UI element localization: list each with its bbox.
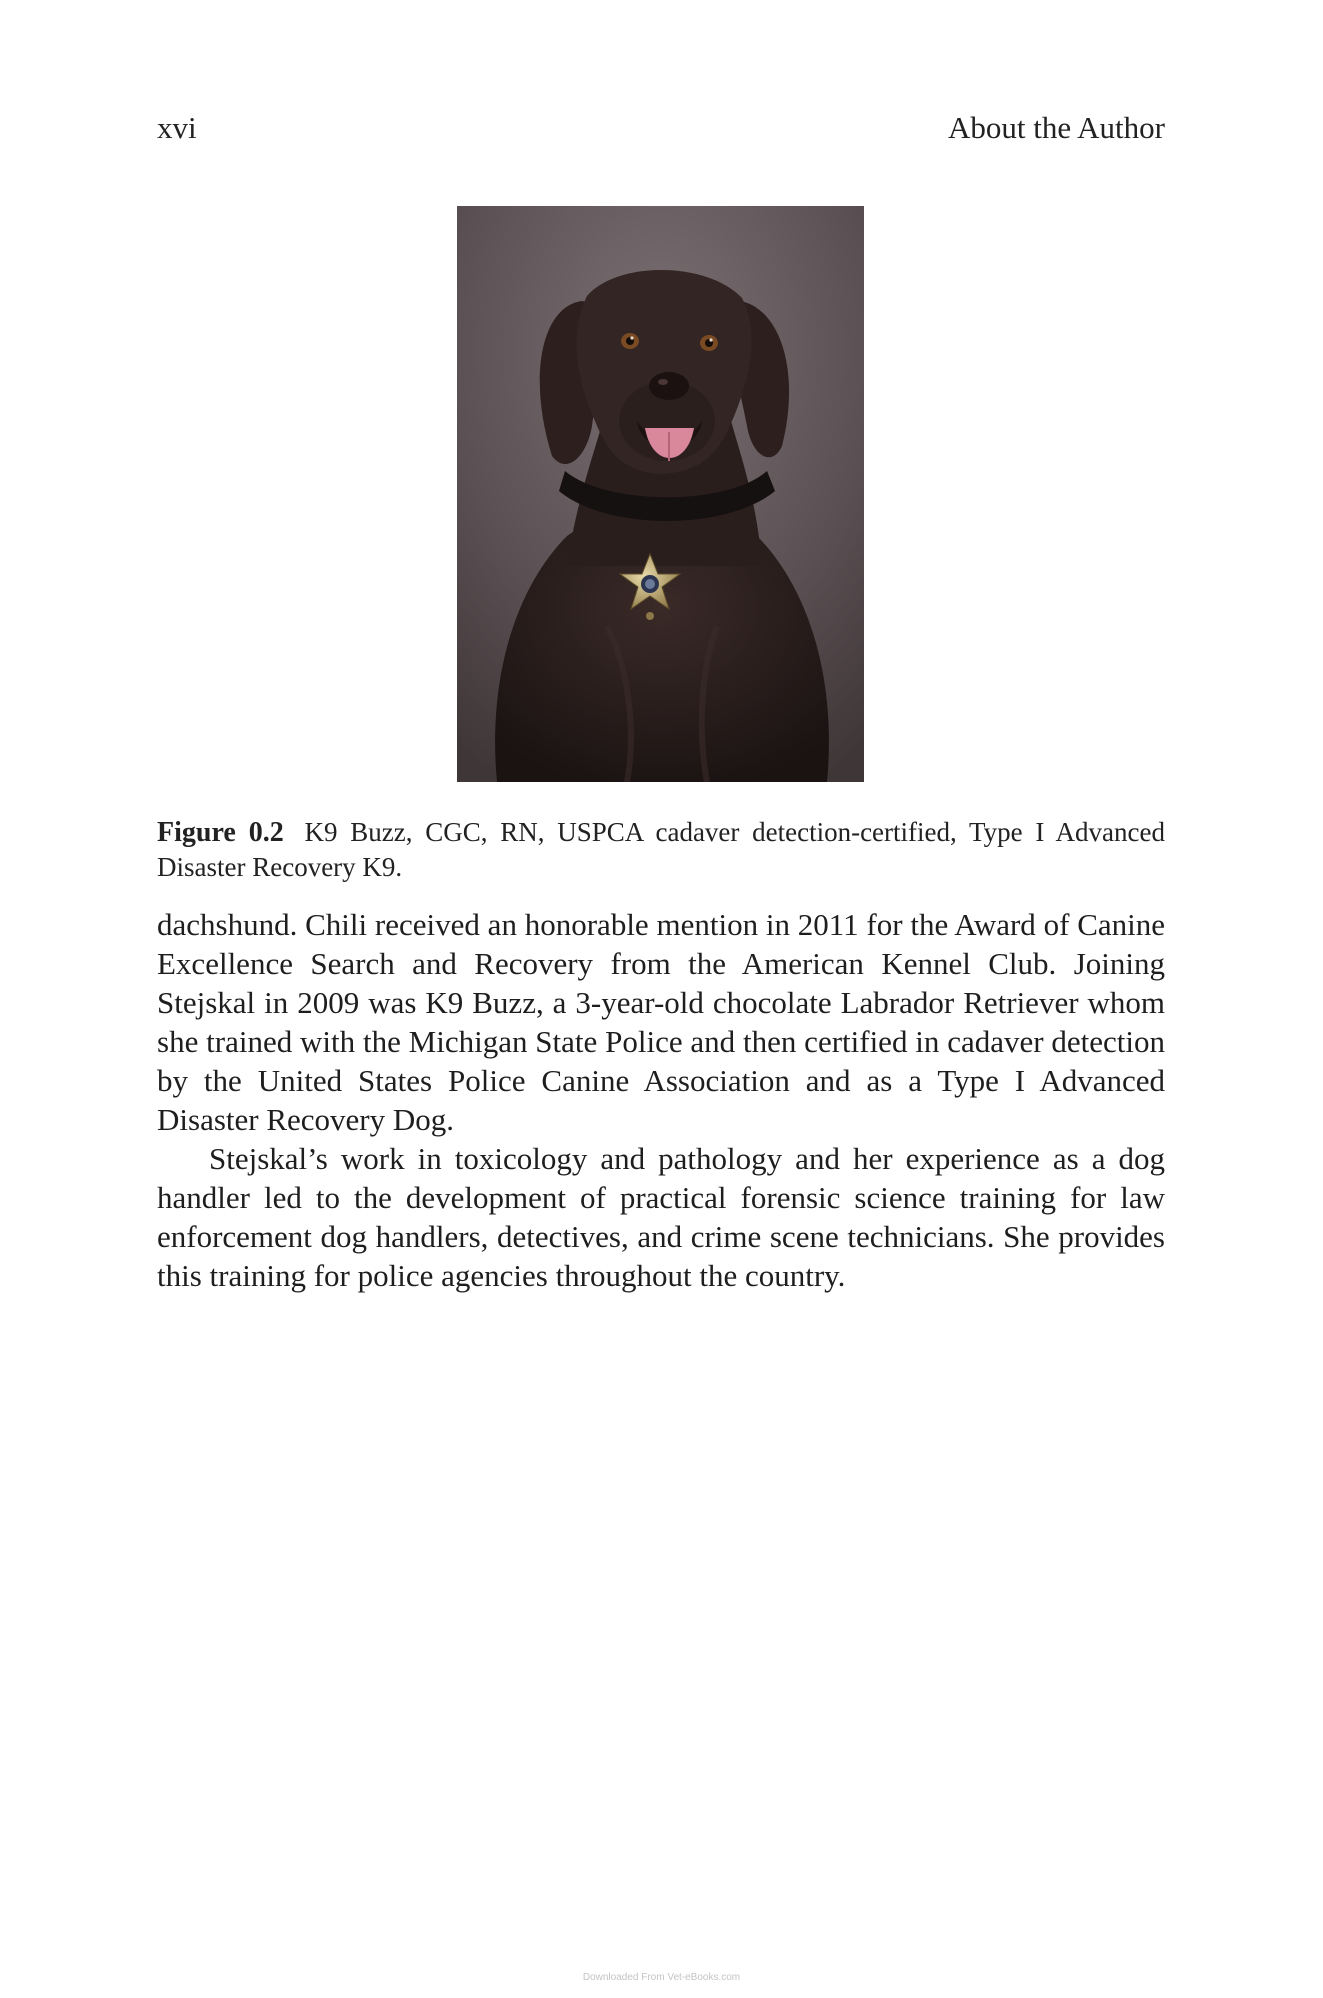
page-number: xvi bbox=[157, 110, 197, 145]
section-title: About the Author bbox=[948, 110, 1165, 145]
paragraph-1: dachshund. Chili received an honorable mention in 2011 for the Award of Canine Excellence Search and Recovery from the American Kennel Club. Joining Stejskal in 2009 was K9 Buzz, a 3-year-old chocolate Labrador Retriever whom she trained with the Michigan State Police and then certified in cadaver detection by the United States Police Canine Association and as a Type I Advanced Disaster Recovery Dog. bbox=[157, 907, 1165, 1137]
figure-caption bbox=[157, 815, 1165, 884]
body-text bbox=[157, 905, 1165, 1295]
paragraph-2: Stejskal’s work in toxicology and pathology and her experience as a dog handler led to the development of practical forensic science training for law enforcement dog handlers, detectives, and crime scene technicians. She provides this training for police agencies throughout the country. bbox=[157, 1141, 1165, 1293]
running-head bbox=[157, 108, 1165, 148]
figure-label: Figure 0.2 bbox=[157, 817, 284, 848]
figure-caption-text: K9 Buzz, CGC, RN, USPCA cadaver detection-certified, Type I Advanced Disaster Recovery K9. bbox=[157, 817, 1166, 882]
dog-photo bbox=[457, 206, 864, 782]
download-note: Downloaded From Vet-eBooks.com bbox=[582, 1972, 741, 1983]
dog-photo-illustration bbox=[457, 206, 864, 782]
